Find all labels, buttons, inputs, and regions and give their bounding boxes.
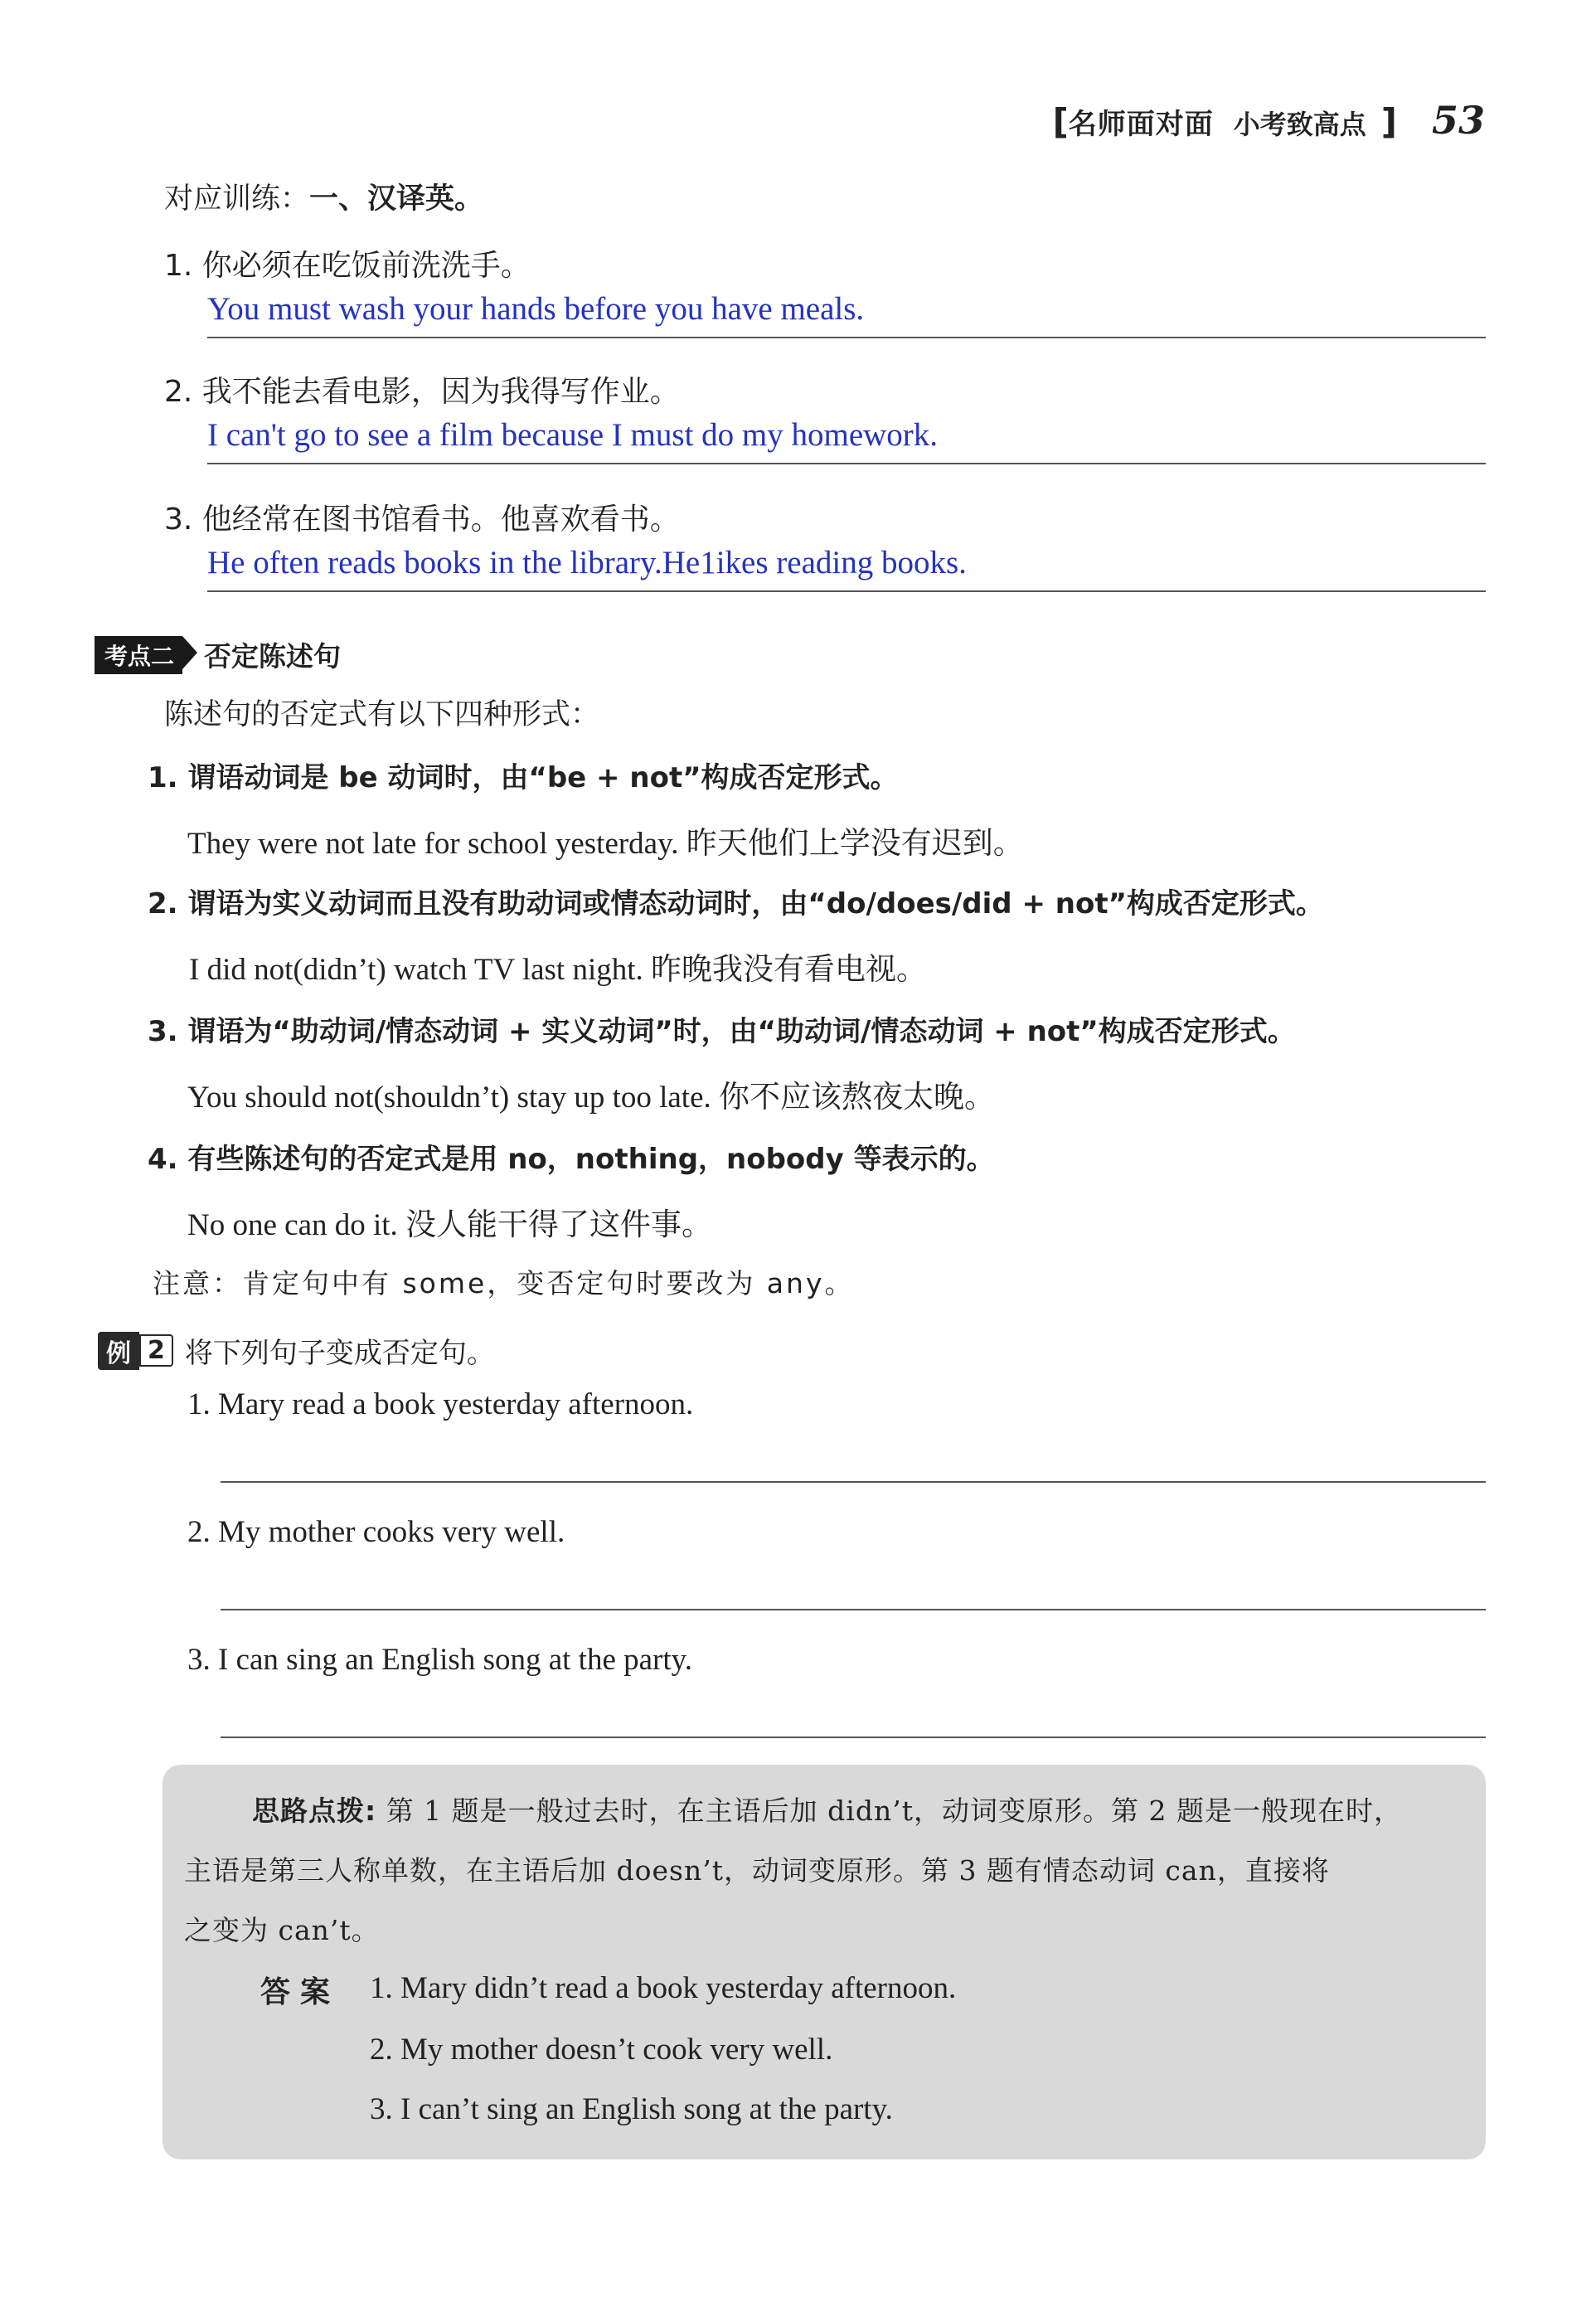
drill-label: 对应训练： bbox=[164, 182, 310, 216]
drill-answer-2: I can't go to see a film because I must do my homework. bbox=[207, 417, 939, 453]
book-brand: 名师面对面 bbox=[1068, 108, 1214, 141]
example-label: 例 bbox=[98, 1332, 139, 1370]
rule-1-example: They were not late for school yesterday. 昨天他们上学没有迟到。 bbox=[187, 827, 1024, 861]
write-line-1[interactable] bbox=[221, 1481, 1486, 1483]
rule-4-example: No one can do it. 没人能干得了这件事。 bbox=[187, 1208, 713, 1242]
write-line-2[interactable] bbox=[221, 1609, 1486, 1610]
drill-question-3: 3. 他经常在图书馆看书。他喜欢看书。 bbox=[164, 503, 680, 537]
answer-line bbox=[207, 590, 1486, 592]
hint-line-3: 之变为 can’t。 bbox=[184, 1914, 380, 1946]
hint-label: 思路点拨: bbox=[252, 1795, 377, 1827]
example-instruction: 将下列句子变成否定句。 bbox=[184, 1337, 495, 1370]
rule-1: 1. 谓语动词是 be 动词时，由“be + not”构成否定形式。 bbox=[148, 761, 899, 794]
answer-1: 1. Mary didn’t read a book yesterday afternoon. bbox=[370, 1971, 957, 2005]
write-line-3[interactable] bbox=[221, 1737, 1486, 1738]
page-header bbox=[1053, 98, 1485, 143]
answer-3: 3. I can’t sing an English song at the party. bbox=[370, 2092, 893, 2126]
drill-section: 一、汉译英。 bbox=[309, 182, 484, 216]
rule-2: 2. 谓语为实义动词而且没有助动词或情态动词时，由“do/does/did + not”构成否定形式。 bbox=[148, 887, 1324, 920]
drill-question-1: 1. 你必须在吃饭前洗洗手。 bbox=[164, 249, 531, 283]
section-intro: 陈述句的否定式有以下四种形式： bbox=[164, 698, 600, 731]
book-subtitle: 小考致高点 bbox=[1233, 109, 1366, 140]
section-tag: 考点二 bbox=[95, 636, 182, 674]
answer-line bbox=[207, 463, 1486, 464]
exercise-1: 1. Mary read a book yesterday afternoon. bbox=[187, 1387, 694, 1421]
page-number: 53 bbox=[1431, 98, 1485, 143]
example-number: 2 bbox=[139, 1334, 173, 1367]
note: 注意：肯定句中有 some，变否定句时要改为 any。 bbox=[153, 1267, 855, 1299]
section-heading bbox=[95, 635, 341, 674]
answer-label: 答案 bbox=[260, 1975, 341, 2009]
drill-question-2: 2. 我不能去看电影，因为我得写作业。 bbox=[164, 375, 680, 409]
bracket-right: ] bbox=[1380, 101, 1397, 142]
rule-4: 4. 有些陈述句的否定式是用 no，nothing，nobody 等表示的。 bbox=[148, 1143, 995, 1176]
exercise-3: 3. I can sing an English song at the party. bbox=[187, 1643, 693, 1677]
answer-line bbox=[207, 337, 1486, 338]
drill-answer-3: He often reads books in the library.He1ikes reading books. bbox=[207, 545, 967, 580]
section-title: 否定陈述句 bbox=[204, 640, 342, 673]
drill-heading bbox=[164, 176, 483, 217]
hint-line-1: 思路点拨: 第 1 题是一般过去时，在主语后加 didn’t，动词变原形。第 2 题是一般现在时， bbox=[252, 1795, 1402, 1827]
rule-3-example: You should not(shouldn’t) stay up too late. 你不应该熬夜太晚。 bbox=[187, 1081, 996, 1115]
rule-3: 3. 谓语为“助动词/情态动词 + 实义动词”时，由“助动词/情态动词 + not”构成否定形式。 bbox=[148, 1015, 1296, 1048]
example-heading bbox=[98, 1330, 495, 1371]
rule-2-example: I did not(didn’t) watch TV last night. 昨晚我没有看电视。 bbox=[189, 953, 928, 987]
exercise-2: 2. My mother cooks very well. bbox=[187, 1515, 565, 1549]
drill-answer-1: You must wash your hands before you have meals. bbox=[207, 291, 865, 327]
hint-line-2: 主语是第三人称单数，在主语后加 doesn’t，动词变原形。第 3 题有情态动词 can，直接将 bbox=[184, 1854, 1330, 1887]
bracket-left: [ bbox=[1052, 101, 1069, 142]
answer-2: 2. My mother doesn’t cook very well. bbox=[370, 2033, 833, 2067]
